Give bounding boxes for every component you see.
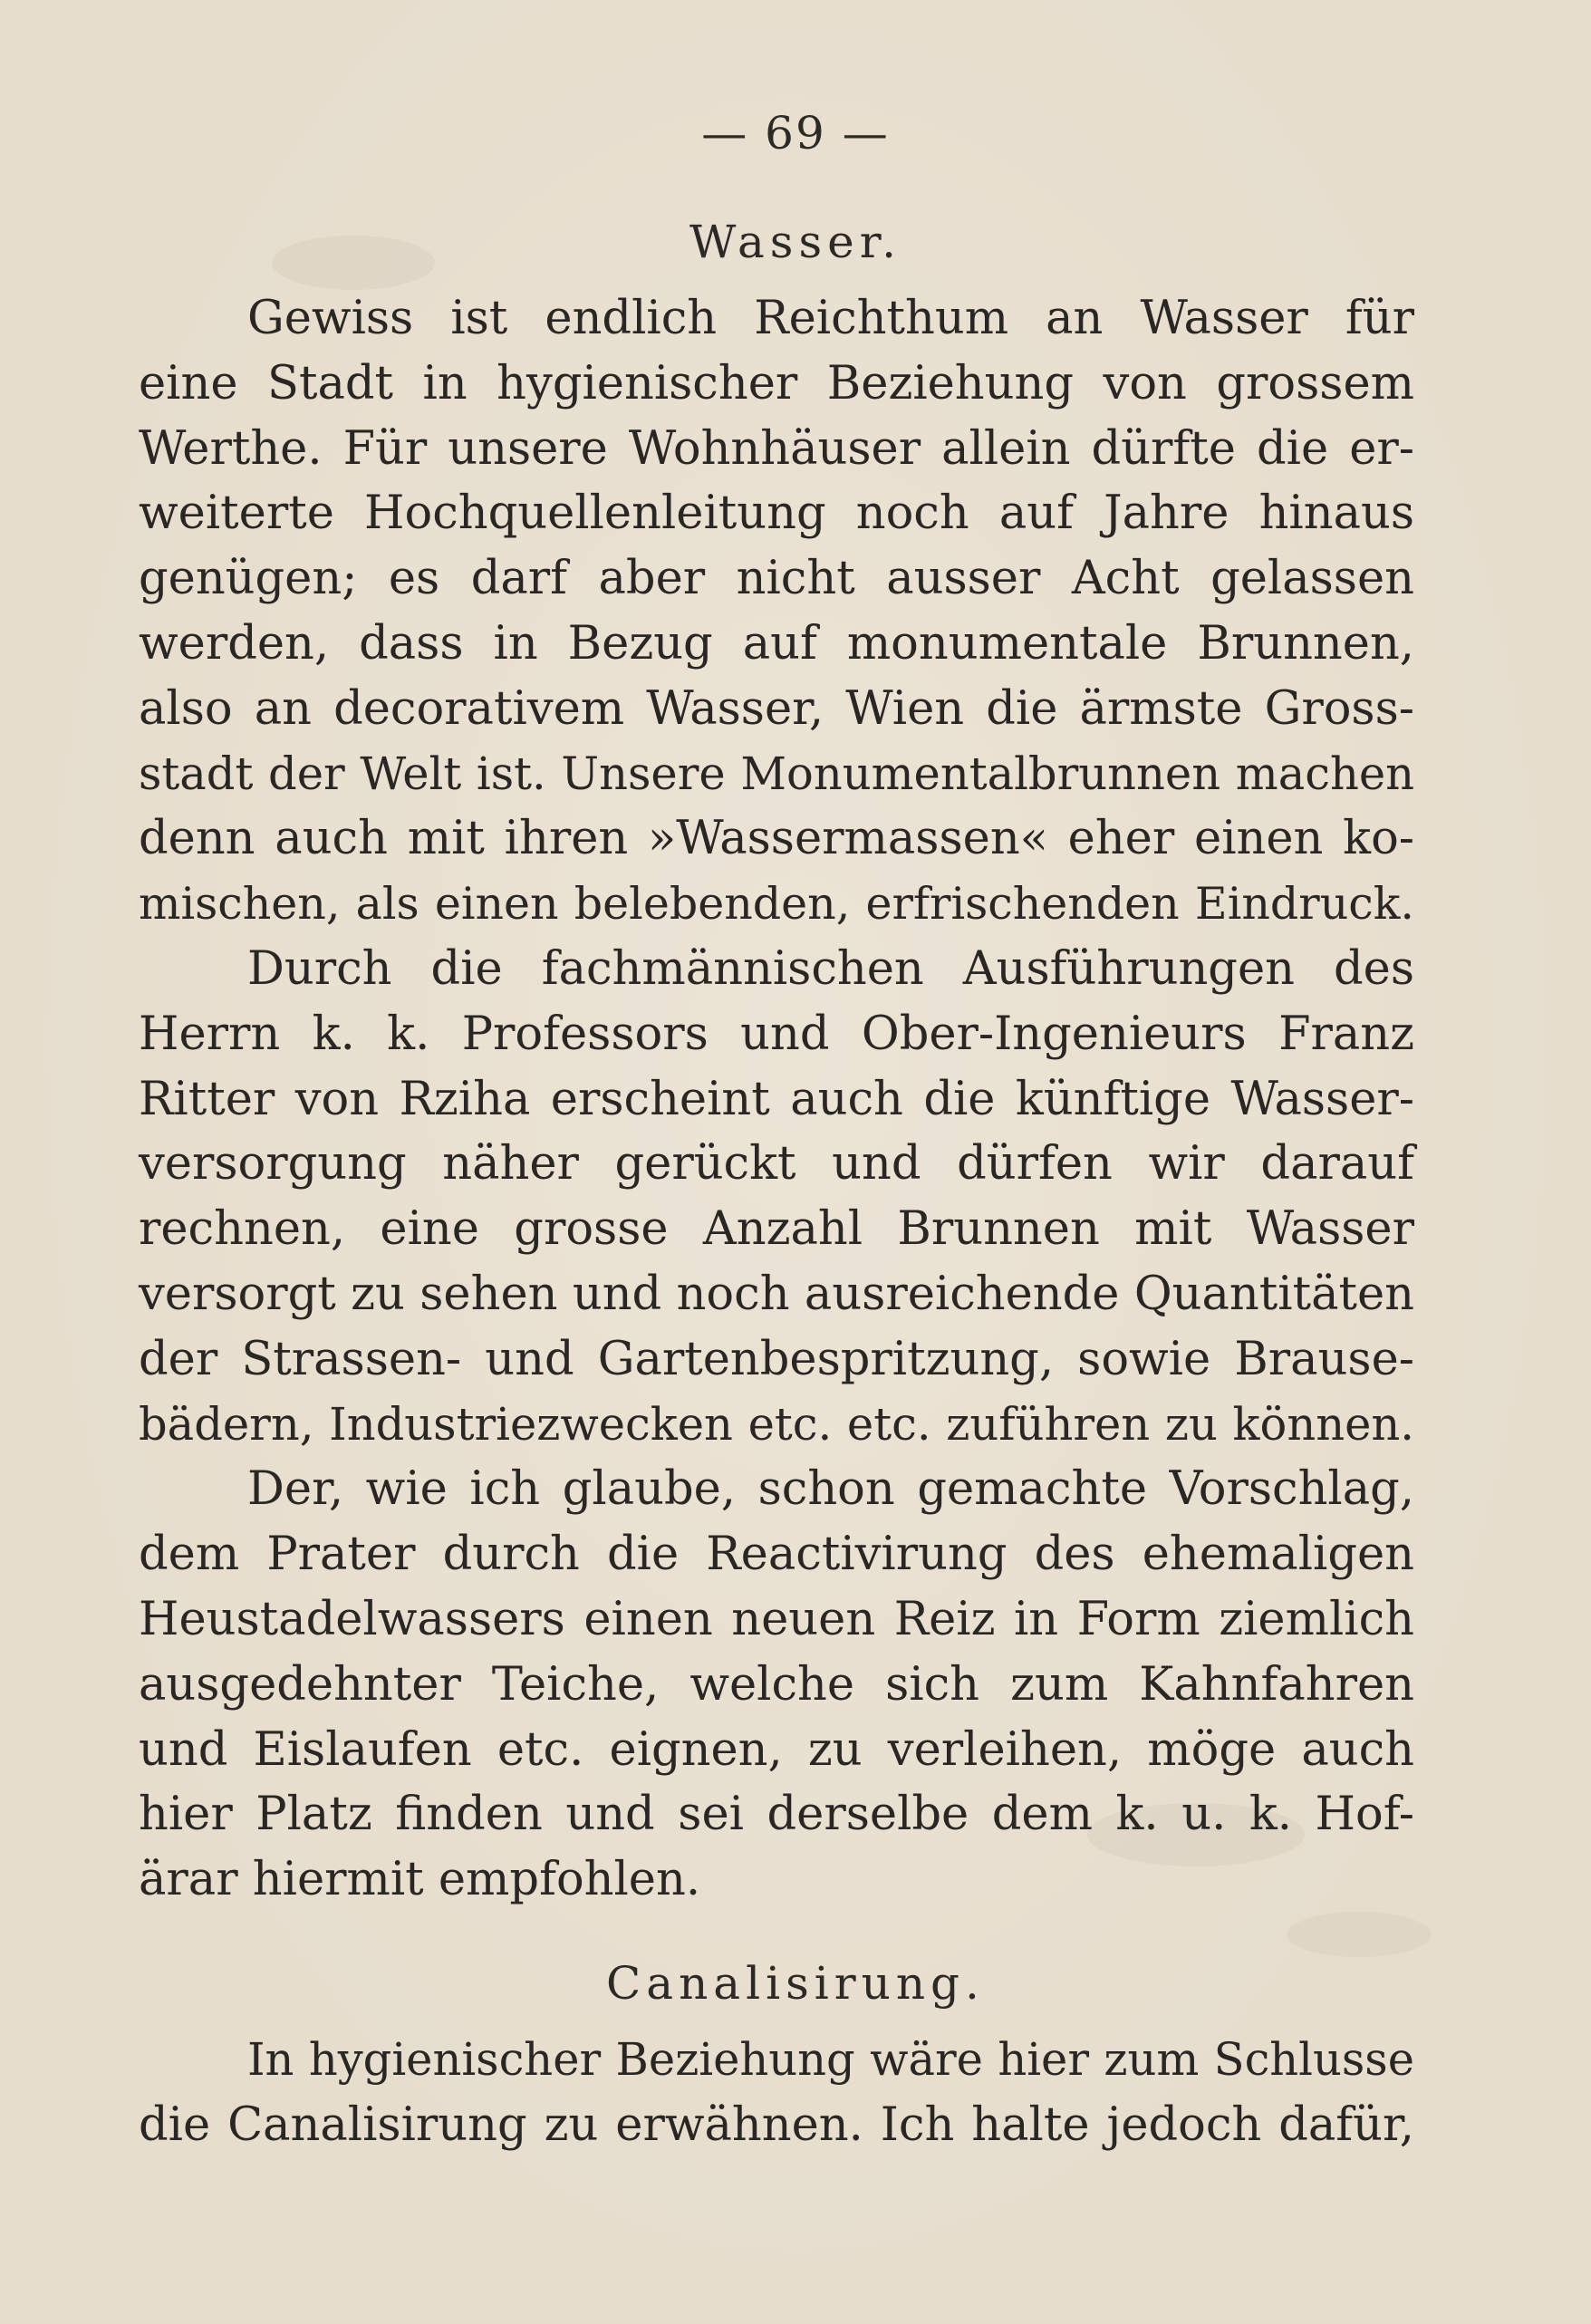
text-line: In hygienischer Beziehung wäre hier zum Schlusse bbox=[247, 2033, 1414, 2086]
text-line: mischen, als einen belebenden, erfrischenden Eindruck. bbox=[139, 878, 1414, 931]
text-line: denn auch mit ihren »Wassermassen« eher einen ko- bbox=[139, 812, 1414, 866]
text-line: die Canalisirung zu erwähnen. Ich halte jedoch dafür, bbox=[139, 2097, 1414, 2152]
text-line: Heustadelwassers einen neuen Reiz in Form ziemlich bbox=[139, 1592, 1414, 1646]
text-line: weiterte Hochquellenleitung noch auf Jahre hinaus bbox=[139, 487, 1414, 541]
text-line: ausgedehnter Teiche, welche sich zum Kahnfahren bbox=[139, 1657, 1414, 1712]
text-line: Herrn k. k. Professors und Ober-Ingenieurs Franz bbox=[139, 1007, 1414, 1061]
text-line: Ritter von Rziha erscheint auch die künftige Wasser- bbox=[139, 1072, 1414, 1126]
text-line: versorgt zu sehen und noch ausreichende Quantitäten bbox=[139, 1267, 1414, 1321]
text-line: eine Stadt in hygienischer Beziehung von grossem bbox=[139, 356, 1414, 410]
text-line: Werthe. Für unsere Wohnhäuser allein dürfte die er- bbox=[139, 421, 1414, 476]
text-line: versorgung näher gerückt und dürfen wir darauf bbox=[139, 1137, 1414, 1191]
section-title-canalisirung: Canalisirung. bbox=[606, 1957, 985, 2010]
text-line: Durch die fachmännischen Ausführungen des bbox=[247, 941, 1414, 996]
text-line: dem Prater durch die Reactivirung des ehemaligen bbox=[139, 1528, 1414, 1582]
text-line: stadt der Welt ist. Unsere Monumentalbrunnen machen bbox=[139, 747, 1414, 800]
text-line: Der, wie ich glaube, schon gemachte Vorschlag, bbox=[247, 1462, 1414, 1517]
text-line: ärar hiermit empfohlen. bbox=[139, 1853, 701, 1907]
section-title-wasser: Wasser. bbox=[689, 216, 902, 268]
text-line: hier Platz finden und sei derselbe dem k. u. k. Hof- bbox=[139, 1788, 1414, 1842]
text-line: also an decorativem Wasser, Wien die ärmste Gross- bbox=[139, 681, 1414, 736]
text-line: und Eislaufen etc. eignen, zu verleihen, möge auch bbox=[139, 1722, 1414, 1777]
text-line: rechnen, eine grosse Anzahl Brunnen mit Wasser bbox=[139, 1202, 1414, 1257]
section-body-wasser bbox=[139, 286, 1414, 1913]
text-line: bädern, Industriezwecken etc. etc. zuführen zu können. bbox=[139, 1397, 1414, 1451]
page-number: — 69 — bbox=[701, 107, 890, 159]
text-line: Gewiss ist endlich Reichthum an Wasser für bbox=[247, 292, 1414, 345]
section-body-canalisirung bbox=[139, 2028, 1414, 2158]
text-line: genügen; es darf aber nicht ausser Acht gelassen bbox=[139, 552, 1414, 606]
text-line: werden, dass in Bezug auf monumentale Brunnen, bbox=[139, 616, 1414, 670]
text-line: der Strassen- und Gartenbespritzung, sowie Brause- bbox=[139, 1332, 1414, 1386]
